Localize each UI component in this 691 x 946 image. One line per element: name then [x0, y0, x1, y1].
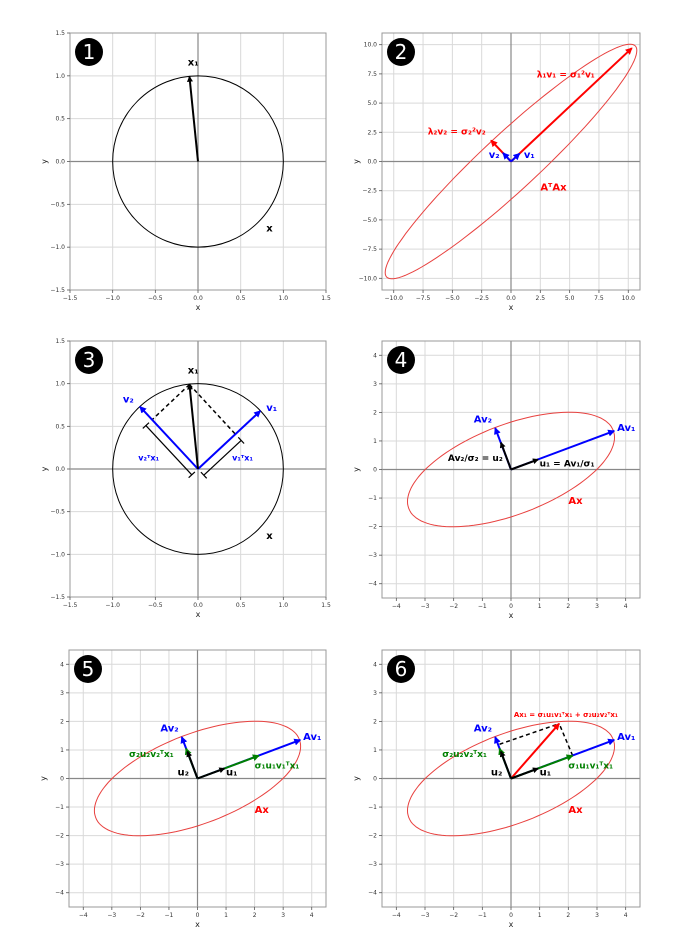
- x-tick-label: 0.0: [193, 602, 203, 609]
- x-tick-label: 7.5: [594, 295, 604, 302]
- y-tick-label: 1.5: [55, 338, 65, 345]
- panel-1: [40, 30, 331, 312]
- y-tick-label: 0.5: [55, 423, 65, 431]
- x-tick-label: 0.0: [193, 295, 203, 302]
- y-tick-label: 0.0: [55, 158, 65, 166]
- vector-label: v₁: [266, 402, 278, 414]
- x-tick-label: −1.5: [62, 602, 78, 609]
- y-tick-label: 1.5: [55, 30, 65, 37]
- y-tick-label: 4: [373, 352, 377, 360]
- y-tick-label: 2: [373, 409, 377, 417]
- y-tick-label: 3: [60, 689, 64, 697]
- vector-label: u₁ = Av₁/σ₁: [539, 459, 595, 470]
- y-tick-label: −3: [368, 552, 377, 560]
- vector-label: λ₁v₁ = σ₁²v₁: [536, 70, 595, 81]
- x-tick-label: −0.5: [148, 602, 163, 609]
- y-tick-label: 4: [60, 661, 64, 669]
- vector-label: Av₂/σ₂ = u₂: [447, 453, 503, 464]
- vector-label: Av₂: [473, 414, 493, 426]
- x-tick-label: 4: [623, 603, 628, 610]
- y-tick-label: 0.5: [55, 115, 65, 123]
- x-tick-label: −10.0: [384, 295, 403, 302]
- vector-label: v₂: [488, 149, 500, 161]
- x-axis-label: x: [508, 303, 514, 312]
- y-tick-label: −1.0: [50, 551, 65, 559]
- x-tick-label: 1: [537, 912, 542, 919]
- x-tick-label: 0.5: [235, 295, 246, 302]
- x-tick-label: −1.0: [105, 602, 120, 609]
- y-tick-label: −10.0: [358, 275, 377, 283]
- x-axis-label: x: [508, 611, 514, 620]
- y-tick-label: −1.5: [50, 594, 65, 601]
- x-tick-label: 2.5: [535, 295, 546, 302]
- y-tick-label: 7.5: [367, 70, 377, 78]
- vector-v1: [511, 154, 520, 162]
- y-tick-label: 0: [60, 775, 64, 783]
- y-tick-label: 1.0: [55, 380, 65, 388]
- x-tick-label: −2: [449, 912, 459, 919]
- x-axis-label: x: [195, 920, 200, 929]
- x-tick-label: −4: [78, 912, 88, 919]
- y-axis-label: y: [39, 776, 48, 781]
- y-tick-label: 2.5: [367, 129, 377, 137]
- x-tick-label: −4: [391, 603, 401, 610]
- y-tick-label: −1: [55, 804, 64, 812]
- vector-u1: [198, 769, 225, 779]
- x-tick-label: 2: [566, 603, 571, 610]
- panel-number: 6: [394, 657, 408, 681]
- x-tick-label: 1.5: [321, 295, 331, 302]
- y-tick-label: 5.0: [367, 100, 377, 108]
- panel-6: [352, 650, 640, 929]
- y-tick-label: −4: [55, 889, 64, 897]
- x-tick-label: 0: [509, 912, 513, 919]
- vector-label: v₁: [523, 149, 535, 161]
- x-tick-label: 3: [595, 603, 599, 610]
- x-tick-label: 1.0: [278, 295, 289, 302]
- vector-label: Av₁: [617, 731, 636, 743]
- projection-label: v₂ᵀx₁: [138, 453, 160, 463]
- y-tick-label: 0.0: [55, 466, 65, 473]
- y-tick-label: 4: [373, 661, 377, 669]
- y-axis-label: y: [352, 159, 361, 164]
- x-tick-label: −4: [391, 912, 401, 919]
- x-tick-label: 0: [509, 603, 513, 610]
- x-tick-label: 0.5: [235, 602, 246, 609]
- y-tick-label: 1: [373, 437, 377, 445]
- panel-number: 2: [394, 40, 408, 64]
- shape-label: x: [266, 223, 273, 235]
- y-tick-label: 3: [373, 380, 377, 388]
- panel-2: [352, 33, 640, 312]
- shape-label: Ax: [568, 495, 583, 507]
- y-tick-label: −2: [368, 523, 377, 531]
- shape-label: Ax: [568, 804, 583, 816]
- x-tick-label: 1.5: [321, 602, 331, 609]
- y-tick-label: 1: [373, 746, 377, 754]
- y-tick-label: −4: [368, 889, 377, 897]
- y-tick-label: −2.5: [362, 187, 377, 195]
- x-tick-label: −2: [135, 912, 145, 919]
- vector-label: Av₁: [617, 422, 636, 434]
- x-tick-label: 10.0: [621, 295, 635, 302]
- panel-number: 1: [82, 40, 96, 64]
- vector-label: Av₂: [473, 723, 493, 735]
- vector-label: u₂: [490, 767, 503, 779]
- y-tick-label: −5.0: [362, 216, 377, 224]
- y-tick-label: 3: [373, 689, 377, 697]
- x-tick-label: −1: [477, 912, 487, 919]
- x-tick-label: 1: [537, 603, 542, 610]
- panel-number: 5: [81, 657, 95, 681]
- x-tick-label: −1: [477, 603, 487, 610]
- vector-label: x₁: [187, 57, 199, 69]
- x-tick-label: 3: [281, 912, 286, 919]
- vector-label: λ₂v₂ = σ₂²v₂: [427, 127, 486, 138]
- vector-label: x₁: [187, 365, 199, 377]
- projection-label: v₁ᵀx₁: [232, 453, 253, 463]
- panel-5: [39, 650, 326, 929]
- y-axis-label: y: [352, 776, 361, 781]
- y-axis-label: y: [352, 467, 361, 472]
- dashed-guide: [559, 724, 572, 756]
- vector-u1: [511, 460, 538, 470]
- vector-label: Av₂: [160, 723, 179, 735]
- panel-4: [352, 341, 640, 620]
- vector-label: σ₂u₂v₂ᵀx₁: [128, 750, 174, 761]
- x-axis-label: x: [508, 920, 514, 929]
- x-tick-label: −2: [449, 603, 459, 610]
- y-tick-label: 0.0: [367, 158, 377, 166]
- x-tick-label: 1.0: [278, 602, 289, 609]
- vector-label: Av₁: [303, 731, 322, 743]
- y-tick-label: −1: [368, 804, 377, 812]
- vector-u2: [501, 752, 511, 779]
- x-tick-label: 5.0: [564, 295, 575, 302]
- x-axis-label: x: [195, 610, 201, 619]
- x-tick-label: −7.5: [415, 295, 431, 302]
- y-axis-label: y: [40, 466, 49, 472]
- y-tick-label: −1.5: [50, 287, 65, 294]
- x-tick-label: −1.5: [62, 295, 78, 302]
- x-tick-label: 4: [309, 912, 314, 919]
- x-tick-label: 0: [195, 912, 200, 919]
- x-tick-label: 4: [623, 912, 628, 919]
- y-tick-label: −1.0: [50, 244, 65, 252]
- x-tick-label: −1: [164, 912, 174, 919]
- vector-lambda1-v1: [511, 48, 632, 161]
- x-tick-label: −3: [420, 912, 430, 919]
- y-tick-label: −3: [55, 861, 64, 869]
- y-tick-label: 10.0: [363, 41, 377, 49]
- y-tick-label: −3: [368, 861, 377, 869]
- y-tick-label: −7.5: [362, 246, 377, 254]
- vector-label: v₂: [122, 394, 134, 406]
- y-tick-label: −1: [368, 495, 377, 503]
- x-tick-label: 0.0: [506, 295, 516, 302]
- x-tick-label: −3: [107, 912, 117, 919]
- vector-label: u₁: [226, 767, 238, 779]
- x-tick-label: −5.0: [445, 295, 460, 302]
- shape-label: AᵀAx: [540, 182, 567, 194]
- vector-label: σ₂u₂v₂ᵀx₁: [442, 750, 487, 761]
- y-tick-label: 1.0: [55, 72, 65, 80]
- panel-number: 4: [394, 348, 408, 372]
- panel-number: 3: [82, 348, 96, 372]
- x-tick-label: −3: [420, 603, 430, 610]
- shape-label: x: [266, 530, 273, 542]
- x-tick-label: −1.0: [105, 295, 120, 302]
- y-tick-label: 1: [60, 746, 64, 754]
- vector-label: u₁: [539, 767, 552, 779]
- y-tick-label: 0: [373, 466, 377, 474]
- y-tick-label: −0.5: [50, 508, 65, 516]
- y-tick-label: 2: [373, 718, 377, 726]
- x-tick-label: 2: [566, 912, 571, 919]
- panel-3: [40, 338, 331, 619]
- x-tick-label: 1: [224, 912, 228, 919]
- vector-label: σ₁u₁v₁ᵀx₁: [254, 761, 300, 772]
- x-tick-label: −2.5: [474, 295, 489, 302]
- vector-label: σ₁u₁v₁ᵀx₁: [568, 761, 614, 772]
- y-axis-label: y: [40, 159, 49, 164]
- y-tick-label: −4: [368, 580, 377, 588]
- x-tick-label: 2: [252, 912, 257, 919]
- x-tick-label: −0.5: [148, 295, 163, 302]
- shape-label: Ax: [254, 804, 269, 816]
- y-tick-label: −2: [368, 832, 377, 840]
- y-tick-label: −2: [55, 832, 64, 840]
- x-axis-label: x: [195, 303, 201, 312]
- y-tick-label: −0.5: [50, 201, 65, 209]
- x-tick-label: 3: [595, 912, 599, 919]
- y-tick-label: 0: [373, 775, 377, 783]
- vector-label: u₂: [177, 767, 190, 779]
- y-tick-label: 2: [60, 718, 64, 726]
- vector-v2: [503, 153, 511, 162]
- vector-label: Ax₁ = σ₁u₁v₁ᵀx₁ + σ₂u₂v₂ᵀx₁: [513, 711, 618, 720]
